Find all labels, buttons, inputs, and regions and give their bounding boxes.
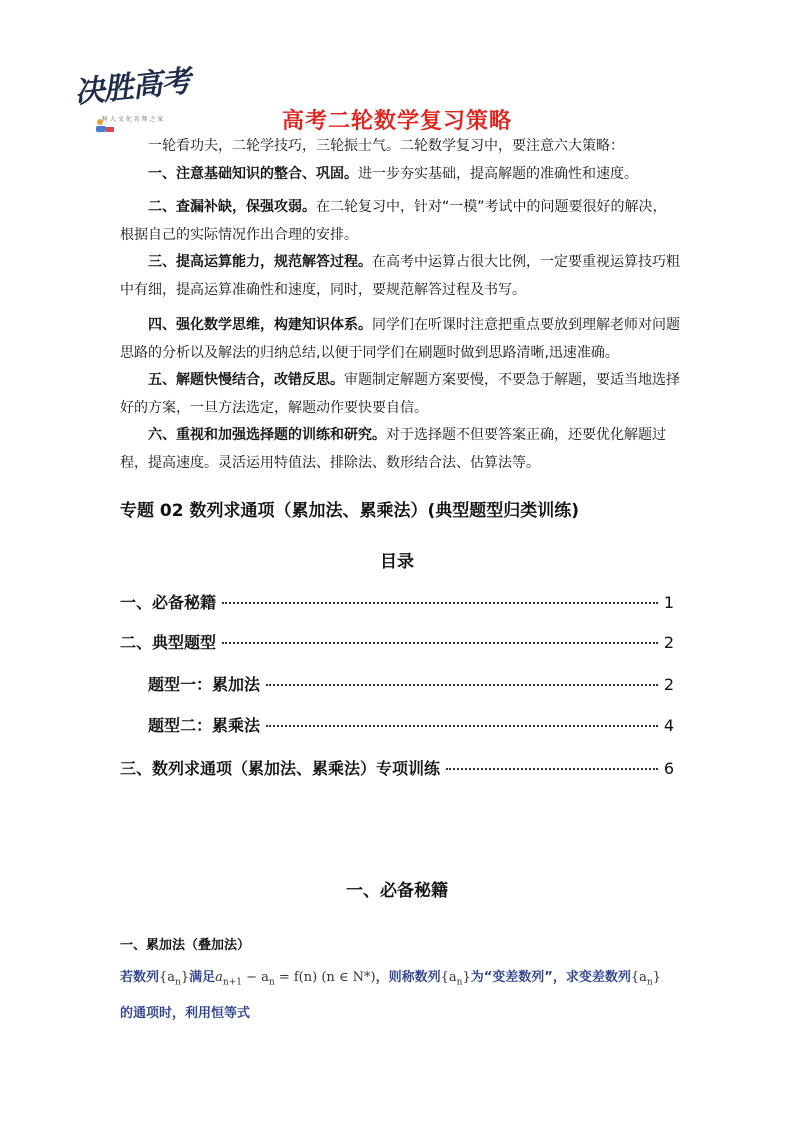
toc-entry-label[interactable]: 题型二：累乘法: [148, 716, 261, 735]
toc-entry-label[interactable]: 三、数列求通项（累加法、累乘法）专项训练: [120, 759, 441, 778]
toc-entry-label[interactable]: 一、必备秘籍: [120, 593, 217, 612]
toc-leader: [446, 768, 658, 770]
text-segment: 满足: [189, 970, 216, 985]
toc-page-number: 1: [663, 593, 674, 612]
page-title: 高考二轮数学复习策略: [281, 109, 512, 134]
strategy-4: [120, 311, 680, 367]
topic-title: 专题 02 数列求通项（累加法、累乘法）(典型题型归类训练): [120, 501, 580, 521]
strategy-2-body: 在二轮复习中，针对“一模”考试中的问题要很好的解决，根据自己的实际情况作出合理的安排。: [120, 199, 667, 243]
toc-leader: [266, 725, 658, 727]
strategy-3-head: 三、提高运算能力，规范解答过程。: [148, 254, 372, 270]
sequence-symbol: $\{a_n\}$: [440, 970, 471, 988]
strategy-6-head: 六、重视和加强选择题的训练和研究。: [148, 427, 386, 443]
strategy-5: [120, 366, 680, 422]
recurrence-formula: $a_{n+1} - a_n = f(n)$ (n ∈ N*): [215, 970, 376, 988]
strategy-6: [120, 421, 680, 477]
toc-leader: [222, 642, 658, 644]
toc-entry-label[interactable]: 二、典型题型: [120, 633, 217, 652]
strategy-4-head: 四、强化数学思维，构建知识体系。: [148, 317, 372, 333]
toc-entry-2[interactable]: [120, 630, 674, 654]
toc-leader: [266, 684, 658, 686]
intro-paragraph: 一轮看功夫，二轮学技巧，三轮振士气。二轮数学复习中，要注意六大策略：: [148, 138, 624, 154]
strategy-4-body: 同学们在听课时注意把重点要放到理解老师对问题思路的分析以及解法的归纳总结,以便于同学们在刷题时做到思路清晰,迅速准确。: [120, 317, 680, 361]
toc-entry-4[interactable]: [148, 713, 674, 737]
toc-leader: [222, 602, 658, 604]
logo-text: 决胜高考: [72, 63, 192, 111]
strategy-6-body: 对于选择题不但要答案正确，还要优化解题过程，提高速度。灵活运用特值法、排除法、数形结合法、估算法等。: [120, 427, 666, 471]
toc-page-number: 6: [663, 759, 674, 778]
strategy-2-head: 二、查漏补缺，保强攻弱。: [148, 199, 316, 215]
sequence-symbol: $\{a_n\}$: [630, 970, 661, 988]
sequence-symbol: $\{a_n\}$: [159, 970, 190, 988]
section-heading: 一、必备秘籍: [346, 881, 448, 901]
strategy-5-head: 五、解题快慢结合，改错反思。: [148, 372, 344, 388]
section-subheading: 一、累加法（叠加法）: [120, 938, 251, 953]
text-segment: 为“变差数列”，求变差数列: [470, 970, 631, 985]
strategy-3: [120, 248, 680, 304]
text-segment: ，则称数列: [375, 970, 441, 985]
toc-entry-label[interactable]: 题型一：累加法: [148, 675, 261, 694]
toc-title: 目录: [380, 552, 414, 572]
toc-entry-5[interactable]: [120, 756, 674, 780]
strategy-1: [120, 160, 680, 188]
definition-line-2: 的通项时，利用恒等式: [120, 1006, 251, 1021]
definition-line-1: [120, 966, 680, 988]
strategy-1-body: 进一步夯实基础，提高解题的准确性和速度。: [358, 166, 638, 182]
strategy-1-head: 一、注意基础知识的整合、巩固。: [148, 166, 358, 182]
strategy-2: [120, 193, 680, 249]
toc-entry-3[interactable]: [148, 672, 674, 696]
strategy-3-body: 在高考中运算占很大比例，一定要重视运算技巧粗中有细，提高运算准确性和速度，同时，要规范解答过程及书写。: [120, 254, 680, 298]
logo-subtext: 树 人 文 化 名 师 之 家: [102, 116, 164, 123]
text-segment: 若数列: [120, 970, 160, 985]
strategy-5-body: 审题制定解题方案要慢，不要急于解题，要适当地选择好的方案，一旦方法选定，解题动作要快要自信。: [120, 372, 680, 416]
toc-page-number: 4: [663, 716, 674, 735]
toc-page-number: 2: [663, 633, 674, 652]
toc-entry-1[interactable]: [120, 590, 674, 614]
toc-page-number: 2: [663, 675, 674, 694]
